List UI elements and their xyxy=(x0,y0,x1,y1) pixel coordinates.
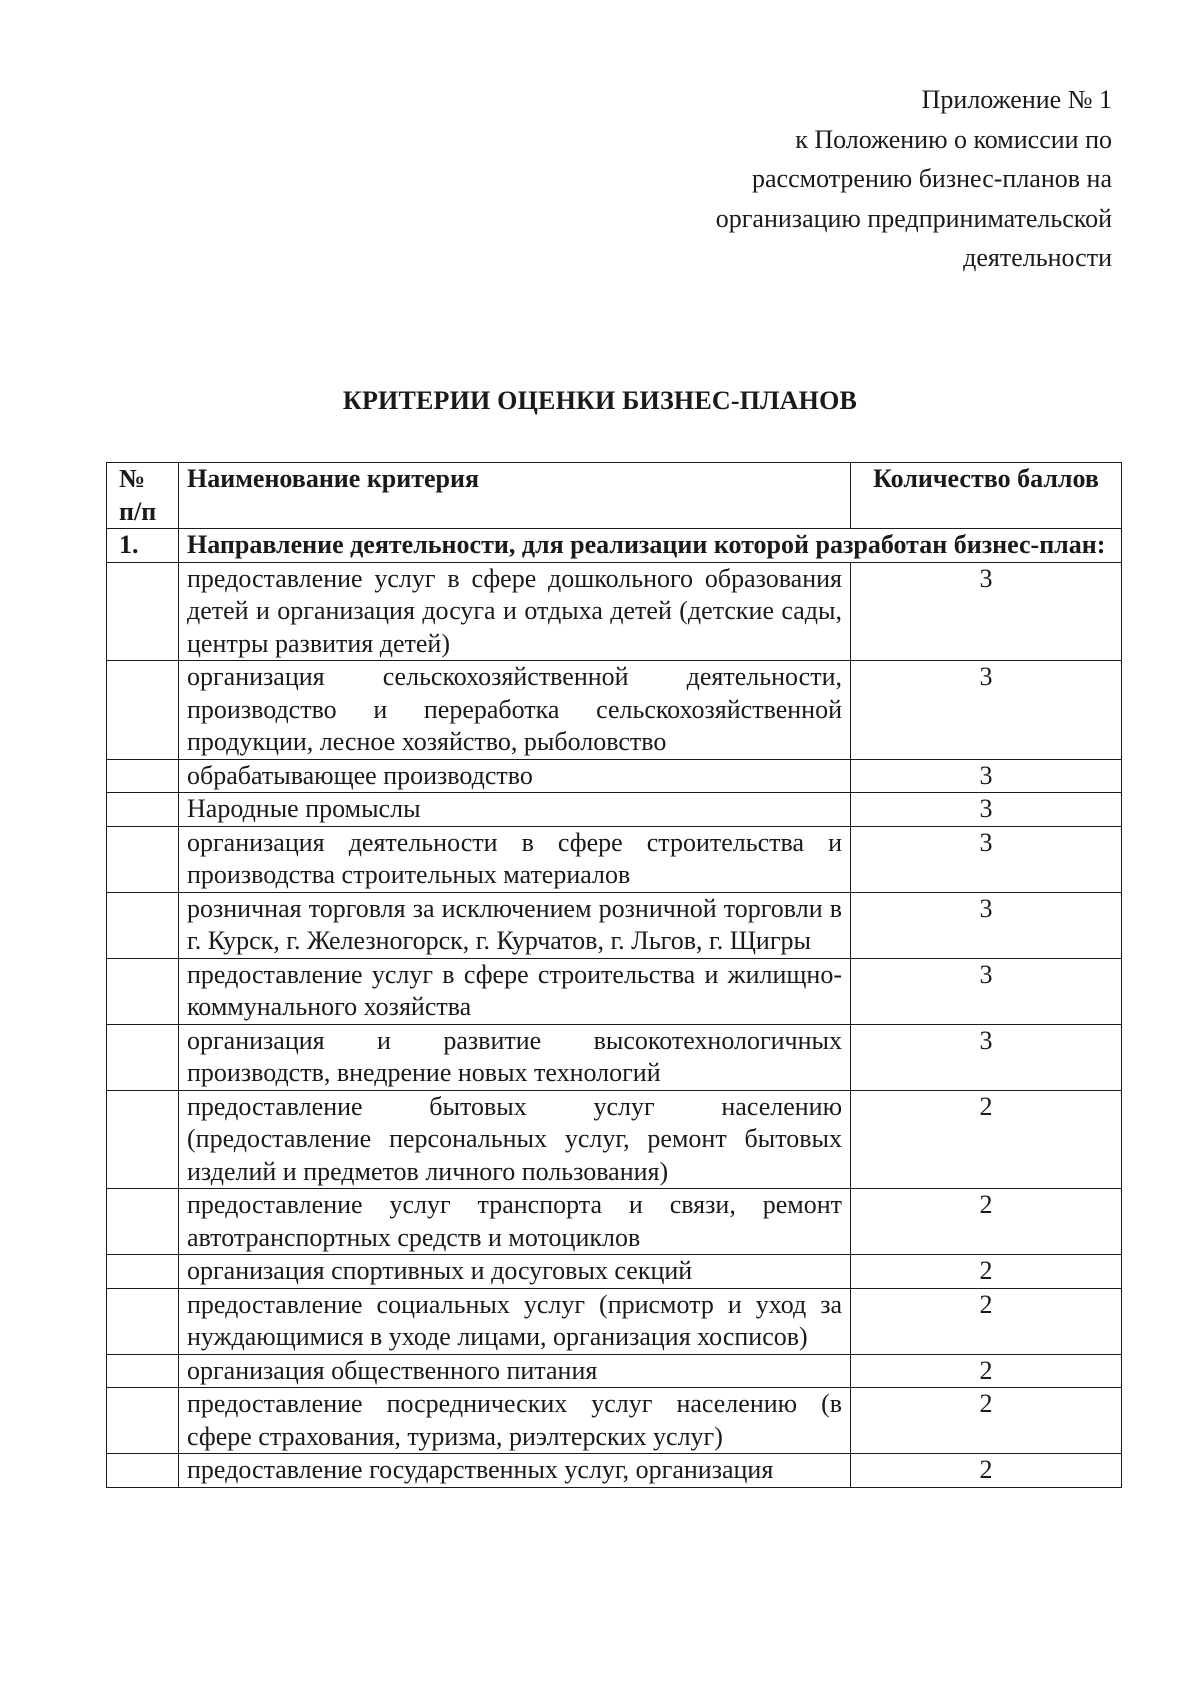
criterion-name-cell: предоставление услуг в сфере дошкольного образования детей и организация досуга и отдыха детей (детские сады, центры развития детей) xyxy=(179,562,851,661)
criterion-name-cell: предоставление бытовых услуг населению (предоставление персональных услуг, ремонт бытовых изделий и предметов личного пользования) xyxy=(179,1090,851,1189)
appendix-line: к Положению о комиссии по xyxy=(795,124,1112,154)
score-cell: 2 xyxy=(851,1255,1122,1289)
criterion-name-cell: обрабатывающее производство xyxy=(179,759,851,793)
table-row xyxy=(107,661,1122,760)
appendix-line: рассмотрению бизнес-планов на xyxy=(752,164,1112,193)
criterion-name-cell: розничная торговля за исключением розничной торговли в г. Курск, г. Железногорск, г. Курчатов, г. Льгов, г. Щигры xyxy=(179,892,851,958)
table-row xyxy=(107,1288,1122,1354)
table-row xyxy=(107,1090,1122,1189)
table-row xyxy=(107,892,1122,958)
criterion-name-cell: предоставление социальных услуг (присмотр и уход за нуждающимися в уходе лицами, организация хосписов) xyxy=(179,1288,851,1354)
criterion-name-cell: предоставление услуг транспорта и связи, ремонт автотранспортных средств и мотоциклов xyxy=(179,1189,851,1255)
criterion-name-cell: организация общественного питания xyxy=(179,1354,851,1388)
row-number-cell xyxy=(107,1255,179,1289)
table-row xyxy=(107,1255,1122,1289)
table-row xyxy=(107,1454,1122,1488)
table-row xyxy=(107,1189,1122,1255)
score-cell: 3 xyxy=(851,1024,1122,1090)
row-number-cell xyxy=(107,1189,179,1255)
score-cell: 2 xyxy=(851,1454,1122,1488)
row-number-cell xyxy=(107,892,179,958)
section-number: 1. xyxy=(107,529,179,563)
header-number-line: п/п xyxy=(119,496,157,526)
header-number xyxy=(107,463,179,529)
criterion-name-cell: организация сельскохозяйственной деятельности, производство и переработка сельскохозяйственной продукции, лесное хозяйство, рыболовство xyxy=(179,661,851,760)
table-row xyxy=(107,958,1122,1024)
table-row xyxy=(107,562,1122,661)
appendix-header xyxy=(612,80,1112,278)
row-number-cell xyxy=(107,1354,179,1388)
criterion-name-cell: организация деятельности в сфере строительства и производства строительных материалов xyxy=(179,826,851,892)
table-row xyxy=(107,1354,1122,1388)
row-number-cell xyxy=(107,958,179,1024)
score-cell: 2 xyxy=(851,1189,1122,1255)
row-number-cell xyxy=(107,661,179,760)
row-number-cell xyxy=(107,1388,179,1454)
criterion-name-cell: предоставление государственных услуг, организация xyxy=(179,1454,851,1488)
table-row xyxy=(107,793,1122,827)
score-cell: 2 xyxy=(851,1288,1122,1354)
score-cell: 2 xyxy=(851,1388,1122,1454)
row-number-cell xyxy=(107,759,179,793)
section-title: Направление деятельности, для реализации которой разработан бизнес-план: xyxy=(179,529,1122,563)
row-number-cell xyxy=(107,562,179,661)
row-number-cell xyxy=(107,826,179,892)
criterion-name-cell: Народные промыслы xyxy=(179,793,851,827)
score-cell: 3 xyxy=(851,958,1122,1024)
row-number-cell xyxy=(107,1288,179,1354)
score-cell: 3 xyxy=(851,562,1122,661)
score-cell: 3 xyxy=(851,793,1122,827)
score-cell: 2 xyxy=(851,1090,1122,1189)
header-score: Количество баллов xyxy=(851,463,1122,529)
score-cell: 3 xyxy=(851,661,1122,760)
appendix-line: деятельности xyxy=(963,243,1112,272)
criteria-table xyxy=(106,462,1122,1488)
criterion-name-cell: организация спортивных и досуговых секций xyxy=(179,1255,851,1289)
row-number-cell xyxy=(107,1454,179,1488)
row-number-cell xyxy=(107,793,179,827)
appendix-line: организацию предпринимательской xyxy=(715,203,1112,233)
table-row xyxy=(107,759,1122,793)
document-title: КРИТЕРИИ ОЦЕНКИ БИЗНЕС-ПЛАНОВ xyxy=(342,386,858,415)
section-row xyxy=(107,529,1122,563)
table-row xyxy=(107,826,1122,892)
header-criterion-name: Наименование критерия xyxy=(179,463,851,529)
row-number-cell xyxy=(107,1090,179,1189)
appendix-line: Приложение № 1 xyxy=(921,85,1112,114)
table-row xyxy=(107,1388,1122,1454)
criterion-name-cell: организация и развитие высокотехнологичных производств, внедрение новых технологий xyxy=(179,1024,851,1090)
score-cell: 2 xyxy=(851,1354,1122,1388)
table-row xyxy=(107,1024,1122,1090)
row-number-cell xyxy=(107,1024,179,1090)
criterion-name-cell: предоставление посреднических услуг населению (в сфере страхования, туризма, риэлтерских услуг) xyxy=(179,1388,851,1454)
score-cell: 3 xyxy=(851,826,1122,892)
table-header-row xyxy=(107,463,1122,529)
score-cell: 3 xyxy=(851,892,1122,958)
score-cell: 3 xyxy=(851,759,1122,793)
header-number-line: № xyxy=(119,464,146,493)
criterion-name-cell: предоставление услуг в сфере строительства и жилищно-коммунального хозяйства xyxy=(179,958,851,1024)
